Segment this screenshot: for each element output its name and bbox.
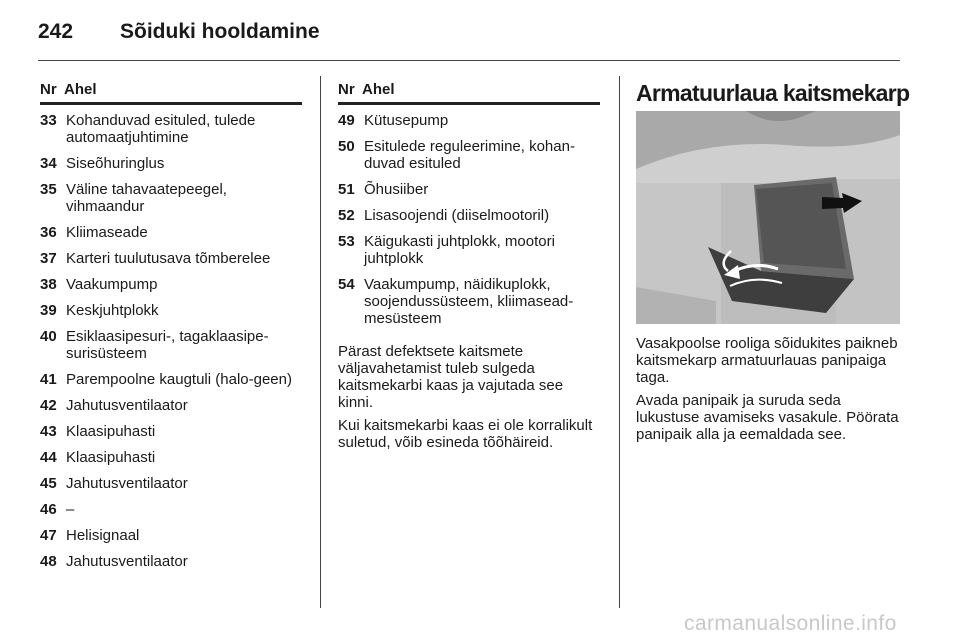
row-number: 49	[338, 112, 355, 129]
column-divider	[619, 76, 620, 608]
table-header	[338, 81, 600, 105]
row-text: Esitulede reguleerimine, kohan-duvad esituled	[364, 138, 575, 172]
column-divider	[320, 76, 321, 608]
table-row	[40, 423, 302, 440]
row-text: Helisignaal	[66, 527, 140, 544]
row-text: Jahutusventilaator	[66, 397, 188, 414]
paragraph: Kui kaitsmekarbi kaas ei ole korralikult suletud, võib esineda tõõhäireid.	[338, 417, 593, 451]
paragraph: Pärast defektsete kaitsmete väljavahetamist tuleb sulgeda kaitsmekarbi kaas ja vajutada see kinni.	[338, 343, 564, 411]
row-number: 43	[40, 423, 57, 440]
row-text: Õhusiiber	[364, 181, 429, 198]
row-number: 51	[338, 181, 355, 198]
row-number: 39	[40, 302, 57, 319]
table-row	[40, 250, 302, 267]
row-text: Kohanduvad esituled, tulede automaatjuhtimine	[66, 112, 256, 146]
row-text: Parempoolne kaugtuli (halo-geen)	[66, 371, 292, 388]
table-row	[338, 181, 600, 198]
page-number: 242	[38, 20, 74, 43]
table-row	[40, 181, 302, 215]
table-row	[338, 207, 600, 224]
page-header	[38, 18, 900, 61]
paragraph: Vasakpoolse rooliga sõidukites paikneb kaitsmekarp armatuurlauas panipaiga taga.	[636, 335, 898, 386]
row-number: 52	[338, 207, 355, 224]
fuse-box-photo	[636, 111, 900, 324]
fuse-table-middle	[338, 81, 600, 457]
row-text: Siseõhuringlus	[66, 155, 165, 172]
row-number: 50	[338, 138, 355, 155]
header-ahel: Ahel	[362, 81, 395, 98]
row-text: –	[66, 501, 75, 518]
row-number: 38	[40, 276, 57, 293]
row-number: 40	[40, 328, 57, 345]
table-row	[40, 501, 302, 518]
row-text: Esiklaasipesuri-, tagaklaasipe-surisüsteem	[66, 328, 269, 362]
middle-paragraphs	[338, 343, 600, 451]
row-number: 36	[40, 224, 57, 241]
table-row	[40, 276, 302, 293]
table-row	[338, 276, 600, 327]
table-row	[338, 233, 600, 267]
table-row	[40, 527, 302, 544]
table-row	[40, 371, 302, 388]
table-header	[40, 81, 302, 105]
row-number: 47	[40, 527, 57, 544]
table-row	[338, 112, 600, 129]
table-row	[40, 224, 302, 241]
table-row	[40, 553, 302, 570]
row-text: Klaasipuhasti	[66, 423, 156, 440]
table-row	[40, 112, 302, 146]
row-number: 41	[40, 371, 57, 388]
fuse-table-left	[40, 81, 302, 570]
row-text: Lisasoojendi (diiselmootoril)	[364, 207, 550, 224]
table-row	[40, 328, 302, 362]
paragraph: Avada panipaik ja suruda seda lukustuse avamiseks vasakule. Pöörata panipaik alla ja eemaldada see.	[636, 392, 899, 443]
row-text: Väline tahavaatepeegel, vihmaandur	[66, 181, 227, 215]
row-number: 46	[40, 501, 57, 518]
row-number: 54	[338, 276, 355, 293]
right-paragraphs	[636, 335, 904, 449]
table-row	[40, 397, 302, 414]
row-number: 42	[40, 397, 57, 414]
row-number: 53	[338, 233, 355, 250]
row-text: Jahutusventilaator	[66, 475, 188, 492]
row-number: 48	[40, 553, 57, 570]
watermark: carmanualsonline.info	[684, 612, 897, 635]
row-text: Käigukasti juhtplokk, mootori juhtplokk	[364, 233, 555, 267]
table-row	[338, 138, 600, 172]
row-text: Kliimaseade	[66, 224, 148, 241]
row-number: 33	[40, 112, 57, 129]
table-row	[40, 155, 302, 172]
header-nr: Nr	[40, 81, 57, 98]
header-nr: Nr	[338, 81, 355, 98]
table-row	[40, 302, 302, 319]
row-text: Kütusepump	[364, 112, 449, 129]
row-text: Klaasipuhasti	[66, 449, 156, 466]
row-number: 35	[40, 181, 57, 198]
row-number: 44	[40, 449, 57, 466]
row-text: Keskjuhtplokk	[66, 302, 159, 319]
row-number: 37	[40, 250, 57, 267]
row-number: 34	[40, 155, 57, 172]
row-text: Vaakumpump	[66, 276, 158, 293]
row-text: Karteri tuulutusava tõmberelee	[66, 250, 271, 267]
page-title: Sõiduki hooldamine	[120, 20, 320, 43]
section-title: Armatuurlaua kaitsmekarp	[636, 80, 910, 106]
row-text: Jahutusventilaator	[66, 553, 188, 570]
header-ahel: Ahel	[64, 81, 97, 98]
table-row	[40, 475, 302, 492]
row-number: 45	[40, 475, 57, 492]
row-text: Vaakumpump, näidikuplokk, soojendussüsteem, kliimasead-mesüsteem	[364, 276, 574, 327]
table-row	[40, 449, 302, 466]
